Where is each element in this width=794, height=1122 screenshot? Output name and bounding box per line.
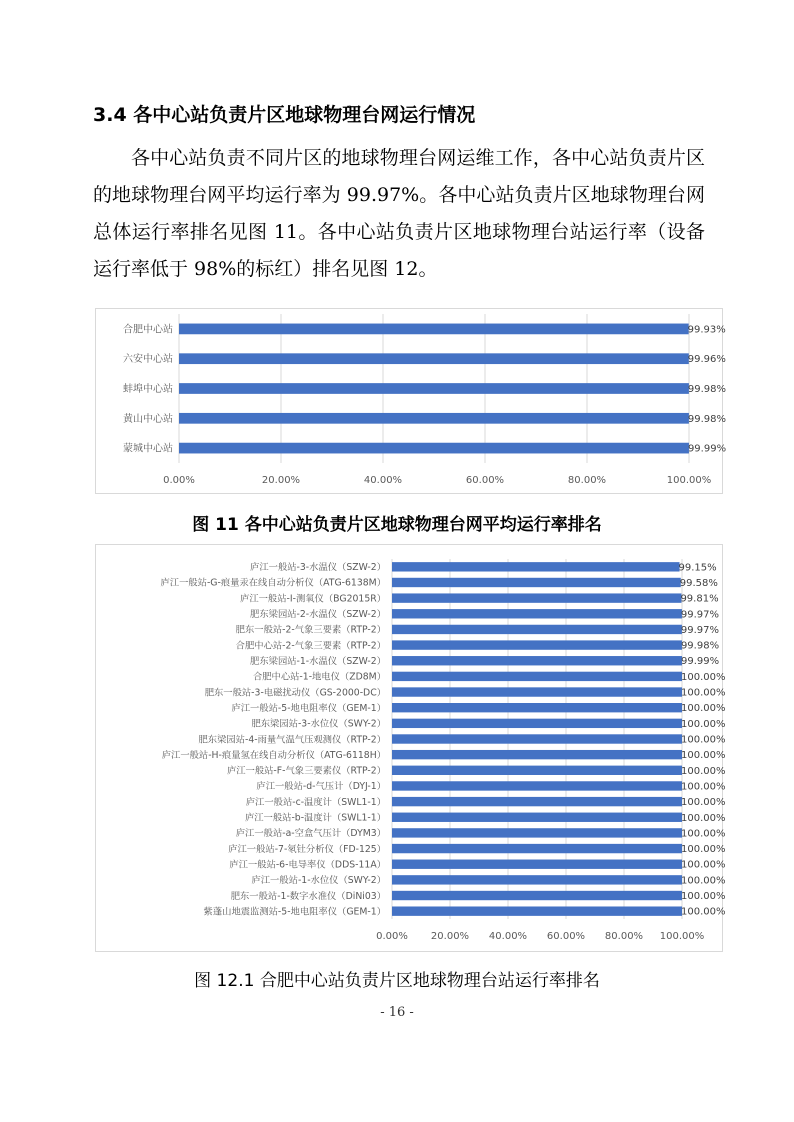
- bar: [392, 625, 682, 634]
- x-tick-label: 80.00%: [567, 475, 607, 486]
- category-label: 肥东一般站-2-气象三要素（RTP-2）: [235, 624, 386, 636]
- data-label: 99.97%: [680, 609, 720, 621]
- bar: [392, 766, 682, 775]
- data-label: 100.00%: [681, 859, 726, 871]
- x-tick-label: 40.00%: [488, 931, 528, 942]
- category-label: 庐江一般站-G-痕量汞在线自动分析仪（ATG-6138M）: [160, 577, 386, 589]
- category-label: 庐江一般站-a-空盒气压计（DYM3）: [235, 828, 386, 840]
- data-label: 99.93%: [687, 324, 726, 336]
- bar: [392, 562, 680, 571]
- data-label: 99.99%: [680, 656, 720, 668]
- data-label: 99.15%: [678, 562, 717, 574]
- data-label: 100.00%: [681, 671, 726, 683]
- category-label: 庐江一般站-H-痕量氢在线自动分析仪（ATG-6118H）: [161, 749, 386, 761]
- x-tick-label: 60.00%: [465, 475, 505, 486]
- data-label: 99.98%: [680, 640, 720, 652]
- bar: [392, 781, 682, 790]
- category-label: 蒙城中心站: [123, 443, 173, 455]
- data-label: 99.81%: [680, 593, 719, 605]
- category-label: 紫蓬山地震监测站-5-地电阻率仪（GEM-1）: [203, 906, 386, 918]
- bar: [392, 813, 682, 822]
- data-label: 99.99%: [687, 443, 727, 455]
- x-tick-label: 0.00%: [376, 931, 408, 942]
- bar: [392, 860, 682, 869]
- bar: [392, 891, 682, 900]
- bar: [179, 324, 689, 335]
- x-tick-label: 60.00%: [546, 931, 586, 942]
- data-label: 100.00%: [681, 844, 726, 856]
- category-label: 庐江一般站-3-水温仪（SZW-2）: [250, 562, 386, 574]
- category-label: 合肥中心站-2-气象三要素（RTP-2）: [235, 640, 386, 652]
- category-label: 庐江一般站-F-气象三要素仪（RTP-2）: [226, 765, 386, 777]
- data-label: 100.00%: [681, 765, 726, 777]
- bar: [179, 383, 689, 394]
- x-tick-label: 100.00%: [666, 475, 712, 486]
- figure-12-svg: [96, 545, 726, 951]
- data-label: 100.00%: [681, 718, 726, 730]
- bar: [392, 656, 682, 665]
- data-label: 99.96%: [687, 354, 726, 366]
- figure-11-svg: [96, 309, 727, 493]
- category-label: 合肥中心站-1-地电仪（ZD8M）: [252, 671, 386, 683]
- x-tick-label: 80.00%: [604, 931, 644, 942]
- data-label: 99.98%: [687, 384, 727, 395]
- category-label: 肥东梁园站-1-水温仪（SZW-2）: [250, 655, 386, 667]
- bar: [179, 443, 689, 454]
- category-label: 庐江一般站-1-水位仪（SWY-2）: [251, 875, 386, 887]
- figure-12-chart: [95, 544, 726, 952]
- category-label: 肥东一般站-3-电磁扰动仪（GS-2000-DC）: [204, 687, 386, 699]
- data-label: 99.58%: [679, 577, 718, 589]
- category-label: 庐江一般站-7-氡钍分析仪（FD-125）: [228, 843, 386, 855]
- x-tick-label: 20.00%: [261, 475, 301, 486]
- category-label: 六安中心站: [123, 354, 173, 366]
- category-label: 庐江一般站-c-温度计（SWL1-1）: [245, 796, 386, 808]
- data-label: 100.00%: [681, 875, 726, 887]
- bar: [179, 413, 689, 424]
- bar: [392, 593, 681, 602]
- data-label: 99.98%: [687, 413, 727, 425]
- bar: [392, 578, 681, 587]
- x-tick-label: 20.00%: [430, 931, 470, 942]
- section-paragraph: 各中心站负责不同片区的地球物理台网运维工作，各中心站负责片区的地球物理台网平均运行率为 99.97%。各中心站负责片区地球物理台网总体运行率排名见图 11。各中心站负责片区地球物理台站运行率（设备运行率低于 98%的标红）排名见图 12。: [93, 147, 705, 280]
- bar: [392, 750, 682, 759]
- category-label: 庐江一般站-d-气压计（DYJ-1）: [256, 781, 386, 793]
- x-tick-label: 0.00%: [163, 475, 195, 486]
- x-tick-label: 40.00%: [363, 475, 403, 486]
- data-label: 100.00%: [681, 734, 726, 746]
- data-label: 99.97%: [680, 624, 720, 636]
- bar: [392, 719, 682, 728]
- category-label: 庐江一般站-b-温度计（SWL1-1）: [244, 812, 386, 824]
- bar: [392, 906, 682, 915]
- category-label: 合肥中心站: [123, 324, 173, 336]
- bar: [392, 734, 682, 743]
- bar: [392, 844, 682, 853]
- bar: [392, 640, 682, 649]
- bar: [392, 672, 682, 681]
- page-number: - 16 -: [380, 1005, 414, 1020]
- data-label: 100.00%: [681, 781, 726, 793]
- category-label: 庐江一般站-I-测氧仪（BG2015R）: [240, 593, 386, 605]
- bar: [392, 687, 682, 696]
- x-tick-label: 100.00%: [659, 931, 705, 942]
- category-label: 肥东梁园站-2-水温仪（SZW-2）: [250, 609, 386, 621]
- data-label: 100.00%: [681, 906, 726, 918]
- category-label: 蚌埠中心站: [123, 384, 173, 395]
- category-label: 黄山中心站: [123, 413, 173, 425]
- bar: [392, 609, 682, 618]
- category-label: 肥东梁园站-3-水位仪（SWY-2）: [251, 718, 386, 730]
- data-label: 100.00%: [681, 750, 726, 762]
- figure-11-caption: 图 11 各中心站负责片区地球物理台网平均运行率排名: [192, 515, 602, 535]
- bar: [392, 703, 682, 712]
- category-label: 肥东一般站-1-数字水准仪（DiNi03）: [230, 890, 386, 902]
- category-label: 庐江一般站-5-地电阻率仪（GEM-1）: [231, 702, 386, 714]
- section-heading: 3.4 各中心站负责片区地球物理台网运行情况: [93, 104, 476, 126]
- figure-11-chart: [95, 308, 727, 494]
- data-label: 100.00%: [681, 703, 726, 715]
- figure-12-caption: 图 12.1 合肥中心站负责片区地球物理台站运行率排名: [194, 971, 600, 991]
- data-label: 100.00%: [681, 797, 726, 809]
- data-label: 100.00%: [681, 687, 726, 699]
- bar: [392, 797, 682, 806]
- bar: [392, 875, 682, 884]
- category-label: 庐江一般站-6-电导率仪（DDS-11A）: [229, 859, 386, 871]
- data-label: 100.00%: [681, 891, 726, 903]
- bar: [392, 828, 682, 837]
- data-label: 100.00%: [681, 812, 726, 824]
- bar: [179, 353, 689, 364]
- data-label: 100.00%: [681, 828, 726, 840]
- category-label: 肥东梁园站-4-雨量气温气压观测仪（RTP-2）: [198, 734, 386, 746]
